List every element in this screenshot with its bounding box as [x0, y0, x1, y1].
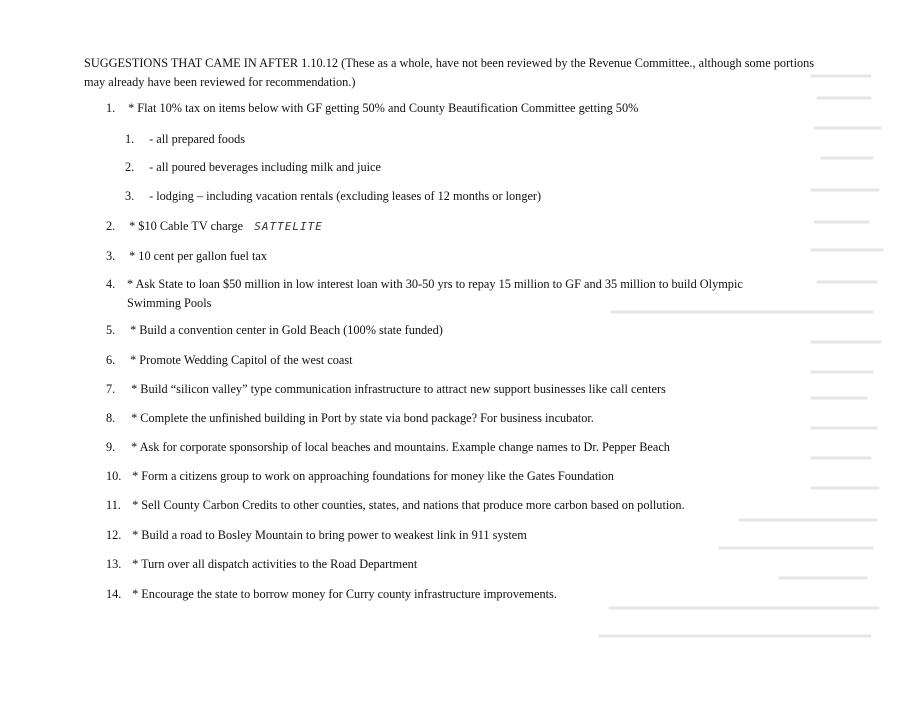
list-item: [125, 158, 381, 177]
item-text: * $10 Cable TV charge: [129, 219, 244, 233]
item-text: - lodging – including vacation rentals (excluding leases of 12 months or longer): [149, 189, 542, 203]
item-text: - all poured beverages including milk and juice: [149, 160, 381, 174]
document-header: SUGGESTIONS THAT CAME IN AFTER 1.10.12 (These as a whole, have not been reviewed by the Revenue Committee., although some portions may already have been reviewed for recommendation.): [84, 56, 815, 89]
item-number: 7.: [106, 382, 116, 396]
item-text: * Ask State to loan $50 million in low interest loan with 30-50 yrs to repay 15 million to GF and 35 million to build Olympic Swimming Pools: [127, 277, 743, 310]
item-text: * Build a convention center in Gold Beach (100% state funded): [130, 323, 443, 337]
list-item: [106, 496, 685, 515]
item-number: 12.: [106, 528, 122, 542]
item-number: 14.: [106, 587, 122, 601]
list-item: [106, 247, 267, 266]
list-item: [106, 380, 666, 399]
item-number: 8.: [106, 411, 116, 425]
list-item: [106, 438, 670, 457]
list-item: [125, 187, 541, 206]
list-item: [106, 467, 614, 486]
handwritten-annotation: SATTELITE: [254, 220, 323, 233]
list-item: [125, 130, 245, 149]
list-item: [106, 409, 594, 428]
item-number: 3.: [125, 189, 135, 203]
item-number: 6.: [106, 353, 116, 367]
item-text: * Form a citizens group to work on approaching foundations for money like the Gates Foundation: [132, 469, 614, 483]
item-text: * Ask for corporate sponsorship of local beaches and mountains. Example change names to Dr. Pepper Beach: [131, 440, 670, 454]
item-number: 2.: [106, 219, 116, 233]
list-item: [106, 99, 638, 118]
item-number: 4.: [106, 277, 116, 291]
item-text: * Build a road to Bosley Mountain to bring power to weakest link in 911 system: [132, 528, 527, 542]
item-number: 5.: [106, 323, 116, 337]
item-text: - all prepared foods: [149, 132, 246, 146]
list-item: [106, 555, 417, 574]
item-number: 13.: [106, 557, 122, 571]
item-text: * Complete the unfinished building in Port by state via bond package? For business incubator.: [131, 411, 594, 425]
item-number: 10.: [106, 469, 122, 483]
list-item: [106, 526, 527, 545]
list-item: [106, 585, 557, 604]
list-item: [106, 321, 443, 340]
item-text: * Flat 10% tax on items below with GF getting 50% and County Beautification Committee getting 50%: [128, 101, 639, 115]
list-item: [106, 351, 353, 370]
list-item: [106, 275, 796, 313]
item-text: * 10 cent per gallon fuel tax: [129, 249, 268, 263]
item-text: * Sell County Carbon Credits to other counties, states, and nations that produce more carbon based on pollution.: [132, 498, 685, 512]
list-item: [106, 217, 323, 236]
item-text: * Turn over all dispatch activities to the Road Department: [132, 557, 418, 571]
item-number: 2.: [125, 160, 135, 174]
item-text: * Promote Wedding Capitol of the west coast: [130, 353, 353, 367]
item-number: 3.: [106, 249, 116, 263]
item-text: * Encourage the state to borrow money for Curry county infrastructure improvements.: [132, 587, 557, 601]
item-number: 1.: [106, 101, 116, 115]
item-text: * Build “silicon valley” type communication infrastructure to attract new support businesses like call centers: [131, 382, 666, 396]
item-number: 1.: [125, 132, 135, 146]
item-number: 11.: [106, 498, 121, 512]
item-number: 9.: [106, 440, 116, 454]
